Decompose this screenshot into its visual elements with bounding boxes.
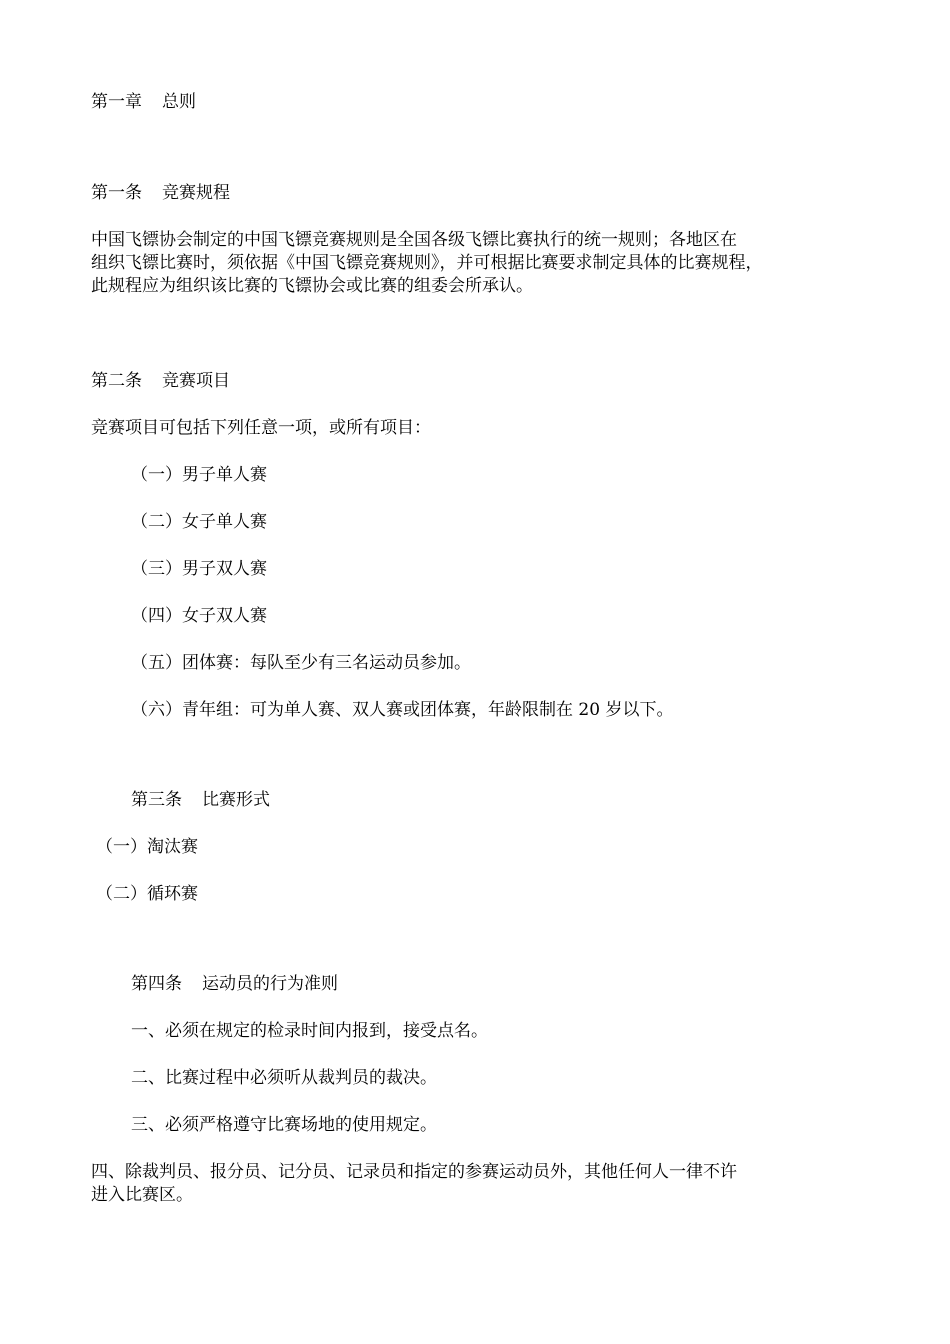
article-4-heading <box>131 973 338 995</box>
article-1-body-line-3: 此规程应为组织该比赛的飞镖协会或比赛的组委会所承认。 <box>91 276 533 296</box>
chapter-heading <box>91 91 196 113</box>
article-2-item-5: （五）团体赛：每队至少有三名运动员参加。 <box>131 653 471 673</box>
article-1-title: 竞赛规程 <box>162 183 230 203</box>
article-3-number: 第三条 <box>131 790 182 810</box>
article-2-intro: 竞赛项目可包括下列任意一项，或所有项目： <box>91 418 431 438</box>
article-4-item-1: 一、必须在规定的检录时间内报到，接受点名。 <box>131 1021 488 1041</box>
article-2-item-3: （三）男子双人赛 <box>131 559 267 579</box>
article-2-item-6: （六）青年组：可为单人赛、双人赛或团体赛，年龄限制在 20 岁以下。 <box>131 700 674 720</box>
article-1-heading <box>91 182 230 204</box>
article-3-item-1: （一）淘汰赛 <box>96 837 198 857</box>
article-4-title: 运动员的行为准则 <box>202 974 338 994</box>
article-4-item-4-line-2: 进入比赛区。 <box>91 1185 193 1205</box>
article-4-item-2: 二、比赛过程中必须听从裁判员的裁决。 <box>131 1068 437 1088</box>
article-3-title: 比赛形式 <box>202 790 270 810</box>
article-3-heading <box>131 789 270 811</box>
article-4-item-4-line-1: 四、除裁判员、报分员、记分员、记录员和指定的参赛运动员外，其他任何人一律不许 <box>91 1162 737 1182</box>
article-1-body-line-2: 组织飞镖比赛时，须依据《中国飞镖竞赛规则》，并可根据比赛要求制定具体的比赛规程， <box>91 253 763 273</box>
article-2-title: 竞赛项目 <box>162 371 230 391</box>
article-4-item-3: 三、必须严格遵守比赛场地的使用规定。 <box>131 1115 437 1135</box>
article-2-item-2: （二）女子单人赛 <box>131 512 267 532</box>
chapter-number: 第一章 <box>91 92 142 112</box>
article-2-number: 第二条 <box>91 371 142 391</box>
article-2-item-1: （一）男子单人赛 <box>131 465 267 485</box>
article-1-body-line-1: 中国飞镖协会制定的中国飞镖竞赛规则是全国各级飞镖比赛执行的统一规则；各地区在 <box>91 230 737 250</box>
chapter-title: 总则 <box>162 92 196 112</box>
article-2-heading <box>91 370 230 392</box>
article-2-item-4: （四）女子双人赛 <box>131 606 267 626</box>
article-3-item-2: （二）循环赛 <box>96 884 198 904</box>
article-4-number: 第四条 <box>131 974 182 994</box>
article-1-number: 第一条 <box>91 183 142 203</box>
